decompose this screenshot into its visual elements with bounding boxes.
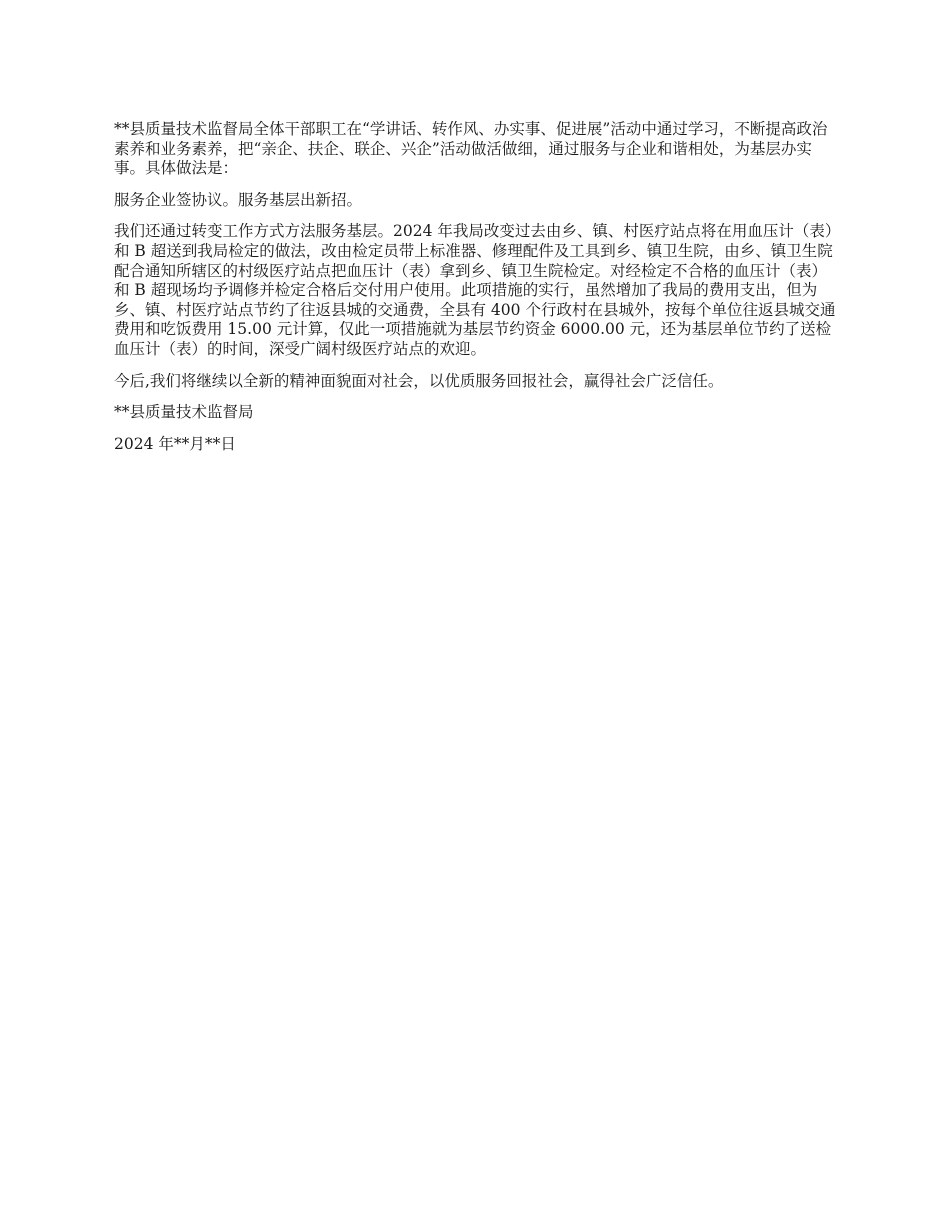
- signature-organization: **县质量技术监督局: [114, 403, 254, 422]
- signature-date: 2024 年**月**日: [114, 434, 236, 453]
- intro-paragraph: **县质量技术监督局全体干部职工在“学讲话、转作风、办实事、促进展”活动中通过学习，不断提高政治素养和业务素养，把“亲企、扶企、联企、兴企”活动做活做细，通过服务与企业和谐相处，为基层办实事。具体做法是：: [114, 120, 828, 178]
- document-body: [114, 120, 842, 466]
- closing-paragraph: 今后,我们将继续以全新的精神面貌面对社会，以优质服务回报社会，赢得社会广泛信任。: [114, 371, 724, 390]
- summary-paragraph: 服务企业签协议。服务基层出新招。: [114, 190, 363, 209]
- measures-paragraph: 我们还通过转变工作方式方法服务基层。2024 年我局改变过去由乡、镇、村医疗站点将在用血压计（表）和 B 超送到我局检定的做法，改由检定员带上标准器、修理配件及工具到乡、镇卫生院，由乡、镇卫生院配合通知所辖区的村级医疗站点把血压计（表）拿到乡、镇卫生院检定。对经检定不合格的血压计（表）和 B 超现场均予调修并检定合格后交付用户使用。此项措施的实行，虽然增加了我局的费用支出，但为乡、镇、村医疗站点节约了往返县城的交通费，全县有 400 个行政村在县城外，按每个单位往返县城交通费用和吃饭费用 15.00 元计算，仅此一项措施就为基层节约资金 6000.00 元，还为基层单位节约了送检血压计（表）的时间，深受广阔村级医疗站点的欢迎。: [114, 222, 841, 358]
